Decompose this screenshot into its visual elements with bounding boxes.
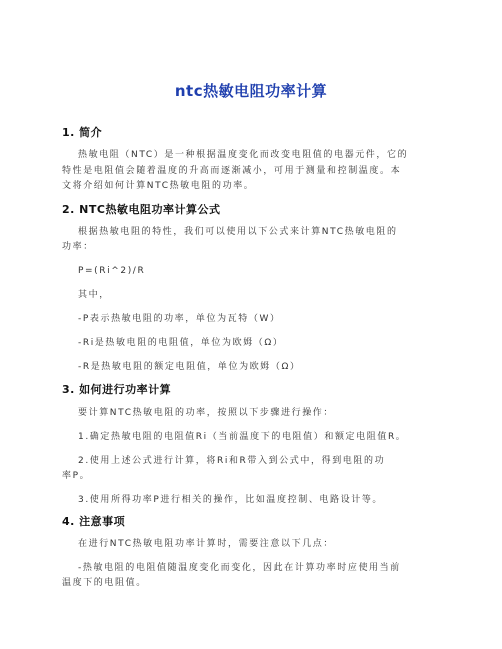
- paragraph-line: 热敏电阻（NTC）是一种根据温度变化而改变电阻值的电器元件，它的: [78, 150, 409, 160]
- definition-line: -P表示热敏电阻的功率，单位为瓦特（W）: [78, 314, 281, 324]
- document-title: ntc热敏电阻功率计算: [174, 82, 328, 100]
- definition-line: -Ri是热敏电阻的电阻值，单位为欧姆（Ω）: [78, 338, 284, 348]
- definition-line: -R是热敏电阻的额定电阻值，单位为欧姆（Ω）: [78, 362, 301, 372]
- paragraph-line: 要计算NTC热敏电阻的功率，按照以下步骤进行操作：: [78, 408, 334, 418]
- paragraph-line: 特性是电阻值会随着温度的升高而逐渐减小，可用于测量和控制温度。本: [62, 166, 402, 176]
- paragraph-line: 其中，: [78, 290, 110, 300]
- note-line: -热敏电阻的电阻值随温度变化而变化，因此在计算功率时应使用当前: [78, 563, 401, 573]
- paragraph-line: 文将介绍如何计算NTC热敏电阻的功率。: [62, 181, 255, 191]
- section-heading-notes: 4. 注意事项: [62, 515, 126, 528]
- paragraph-line: 功率：: [62, 242, 94, 252]
- step-line: 2.使用上述公式进行计算，将Ri和R带入到公式中，得到电阻的功: [78, 456, 386, 466]
- section-heading-intro: 1. 简介: [62, 126, 103, 139]
- paragraph-line: 根据热敏电阻的特性，我们可以使用以下公式来计算NTC热敏电阻的: [78, 227, 398, 237]
- step-line: 1.确定热敏电阻的电阻值Ri（当前温度下的电阻值）和额定电阻值R。: [78, 432, 407, 442]
- step-line: 率P。: [62, 471, 91, 481]
- paragraph-line: 在进行NTC热敏电阻功率计算时，需要注意以下几点：: [78, 539, 334, 549]
- formula-line: P=(Ri^2)/R: [78, 266, 146, 276]
- step-line: 3.使用所得功率P进行相关的操作，比如温度控制、电路设计等。: [78, 495, 384, 505]
- note-line: 温度下的电阻值。: [62, 578, 147, 588]
- section-heading-formula: 2. NTC热敏电阻功率计算公式: [62, 203, 221, 216]
- section-heading-how-to: 3. 如何进行功率计算: [62, 383, 172, 396]
